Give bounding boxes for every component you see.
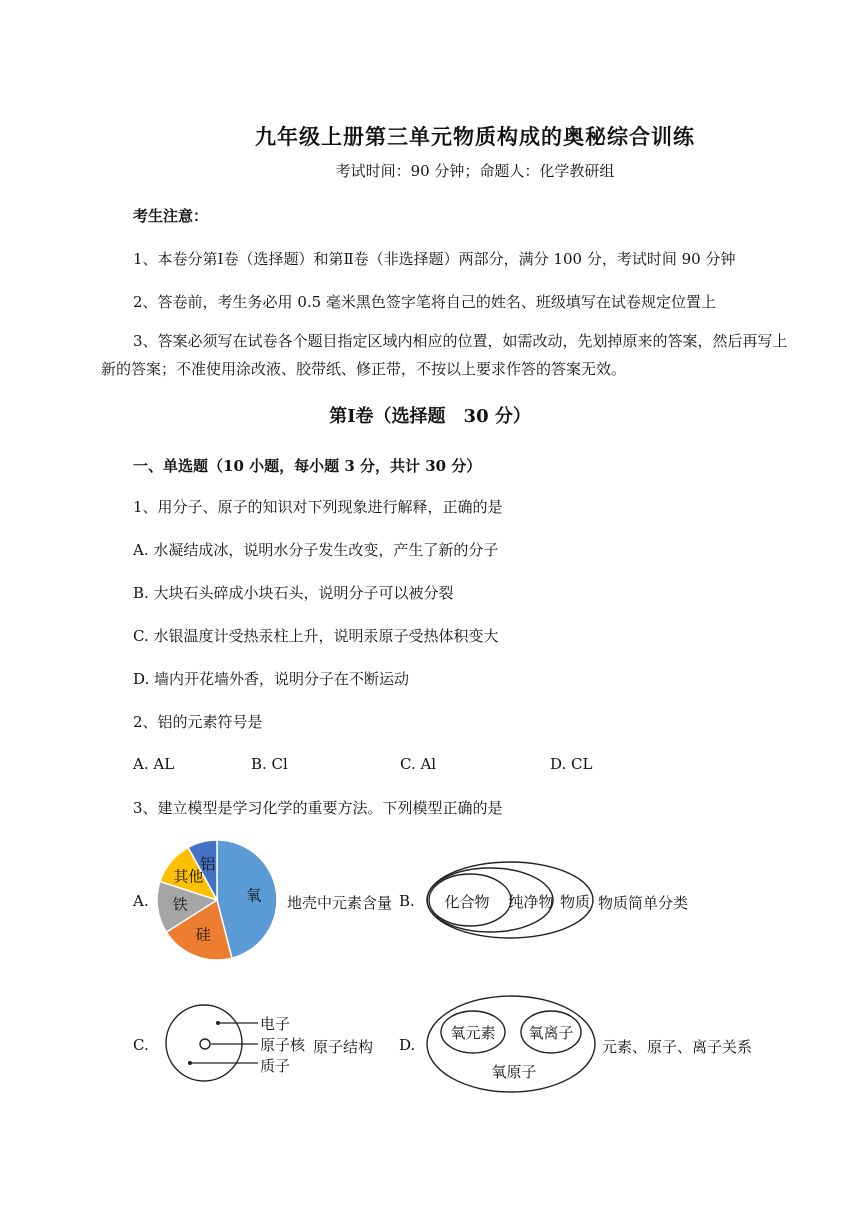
- question-2-option-c: C. Al: [400, 755, 437, 773]
- question-1-option-c: C. 水银温度计受热汞柱上升，说明汞原子受热体积变大: [133, 627, 499, 645]
- part-heading: 一、单选题（10 小题，每小题 3 分，共计 30 分）: [133, 457, 482, 475]
- pie-slice-label-0: 氧: [246, 886, 262, 905]
- diagram-b-label-substance: 物质: [559, 893, 591, 911]
- option-c-letter: C.: [133, 1036, 149, 1054]
- section-title: 第Ⅰ卷（选择题 30 分）: [329, 406, 531, 427]
- notice-heading: 考生注意：: [133, 207, 209, 225]
- diagram-c-label-nucleus: 原子核: [260, 1036, 306, 1054]
- question-2-option-a: A. AL: [133, 755, 175, 773]
- question-1-option-b: B. 大块石头碎成小块石头，说明分子可以被分裂: [133, 584, 454, 602]
- option-a-caption: 地壳中元素含量: [287, 894, 393, 912]
- question-2-stem: 2、铝的元素符号是: [133, 713, 263, 731]
- exam-info: 考试时间：90 分钟；命题人：化学教研组: [335, 162, 615, 180]
- element-atom-ion-diagram: [425, 993, 599, 1095]
- diagram-d-label-oxygen-element: 氧元素: [450, 1024, 496, 1042]
- notice-item-2: 2、答卷前，考生务必用 0.5 毫米黑色签字笔将自己的姓名、班级填写在试卷规定位置上: [133, 293, 716, 311]
- question-2-option-d: D. CL: [550, 755, 593, 773]
- classification-nested-diagram: [425, 858, 597, 942]
- notice-item-1: 1、本卷分第Ⅰ卷（选择题）和第Ⅱ卷（非选择题）两部分，满分 100 分，考试时间 90 分钟: [133, 250, 736, 268]
- question-3-stem: 3、建立模型是学习化学的重要方法。下列模型正确的是: [133, 799, 503, 817]
- pie-slice-label-3: 其他: [173, 867, 204, 886]
- option-b-letter: B.: [399, 892, 415, 910]
- option-d-letter: D.: [399, 1036, 416, 1054]
- atom-structure-diagram: [158, 1003, 314, 1085]
- diagram-b-label-pure-substance: 纯净物: [508, 893, 554, 911]
- option-c-caption: 原子结构: [313, 1038, 374, 1056]
- option-d-caption: 元素、原子、离子关系: [602, 1038, 753, 1056]
- diagram-b-label-compound: 化合物: [444, 893, 490, 911]
- pie-slice-label-2: 铁: [172, 895, 188, 914]
- option-b-caption: 物质简单分类: [598, 894, 689, 912]
- diagram-d-label-oxygen-ion: 氧离子: [528, 1024, 574, 1042]
- question-2-option-b: B. Cl: [251, 755, 288, 773]
- option-a-letter: A.: [133, 892, 149, 910]
- pie-slice-label-1: 硅: [195, 925, 211, 944]
- question-1-option-d: D. 墙内开花墙外香，说明分子在不断运动: [133, 670, 410, 688]
- question-1-option-a: A. 水凝结成冰，说明水分子发生改变，产生了新的分子: [133, 541, 499, 559]
- notice-item-3: 3、答案必须写在试卷各个题目指定区域内相应的位置，如需改动，先划掉原来的答案，然后再写上新的答案；不准使用涂改液、胶带纸、修正带，不按以上要求作答的答案无效。: [101, 332, 788, 378]
- question-1-stem: 1、用分子、原子的知识对下列现象进行解释，正确的是: [133, 498, 503, 516]
- diagram-c-label-electron: 电子: [260, 1015, 291, 1033]
- pie-slice-label-4: 铝: [200, 854, 216, 873]
- diagram-d-label-oxygen-atom: 氧原子: [491, 1063, 537, 1081]
- crust-element-pie-chart: [155, 838, 285, 968]
- page-title: 九年级上册第三单元物质构成的奥秘综合训练: [255, 124, 695, 149]
- diagram-c-label-proton: 质子: [260, 1057, 291, 1075]
